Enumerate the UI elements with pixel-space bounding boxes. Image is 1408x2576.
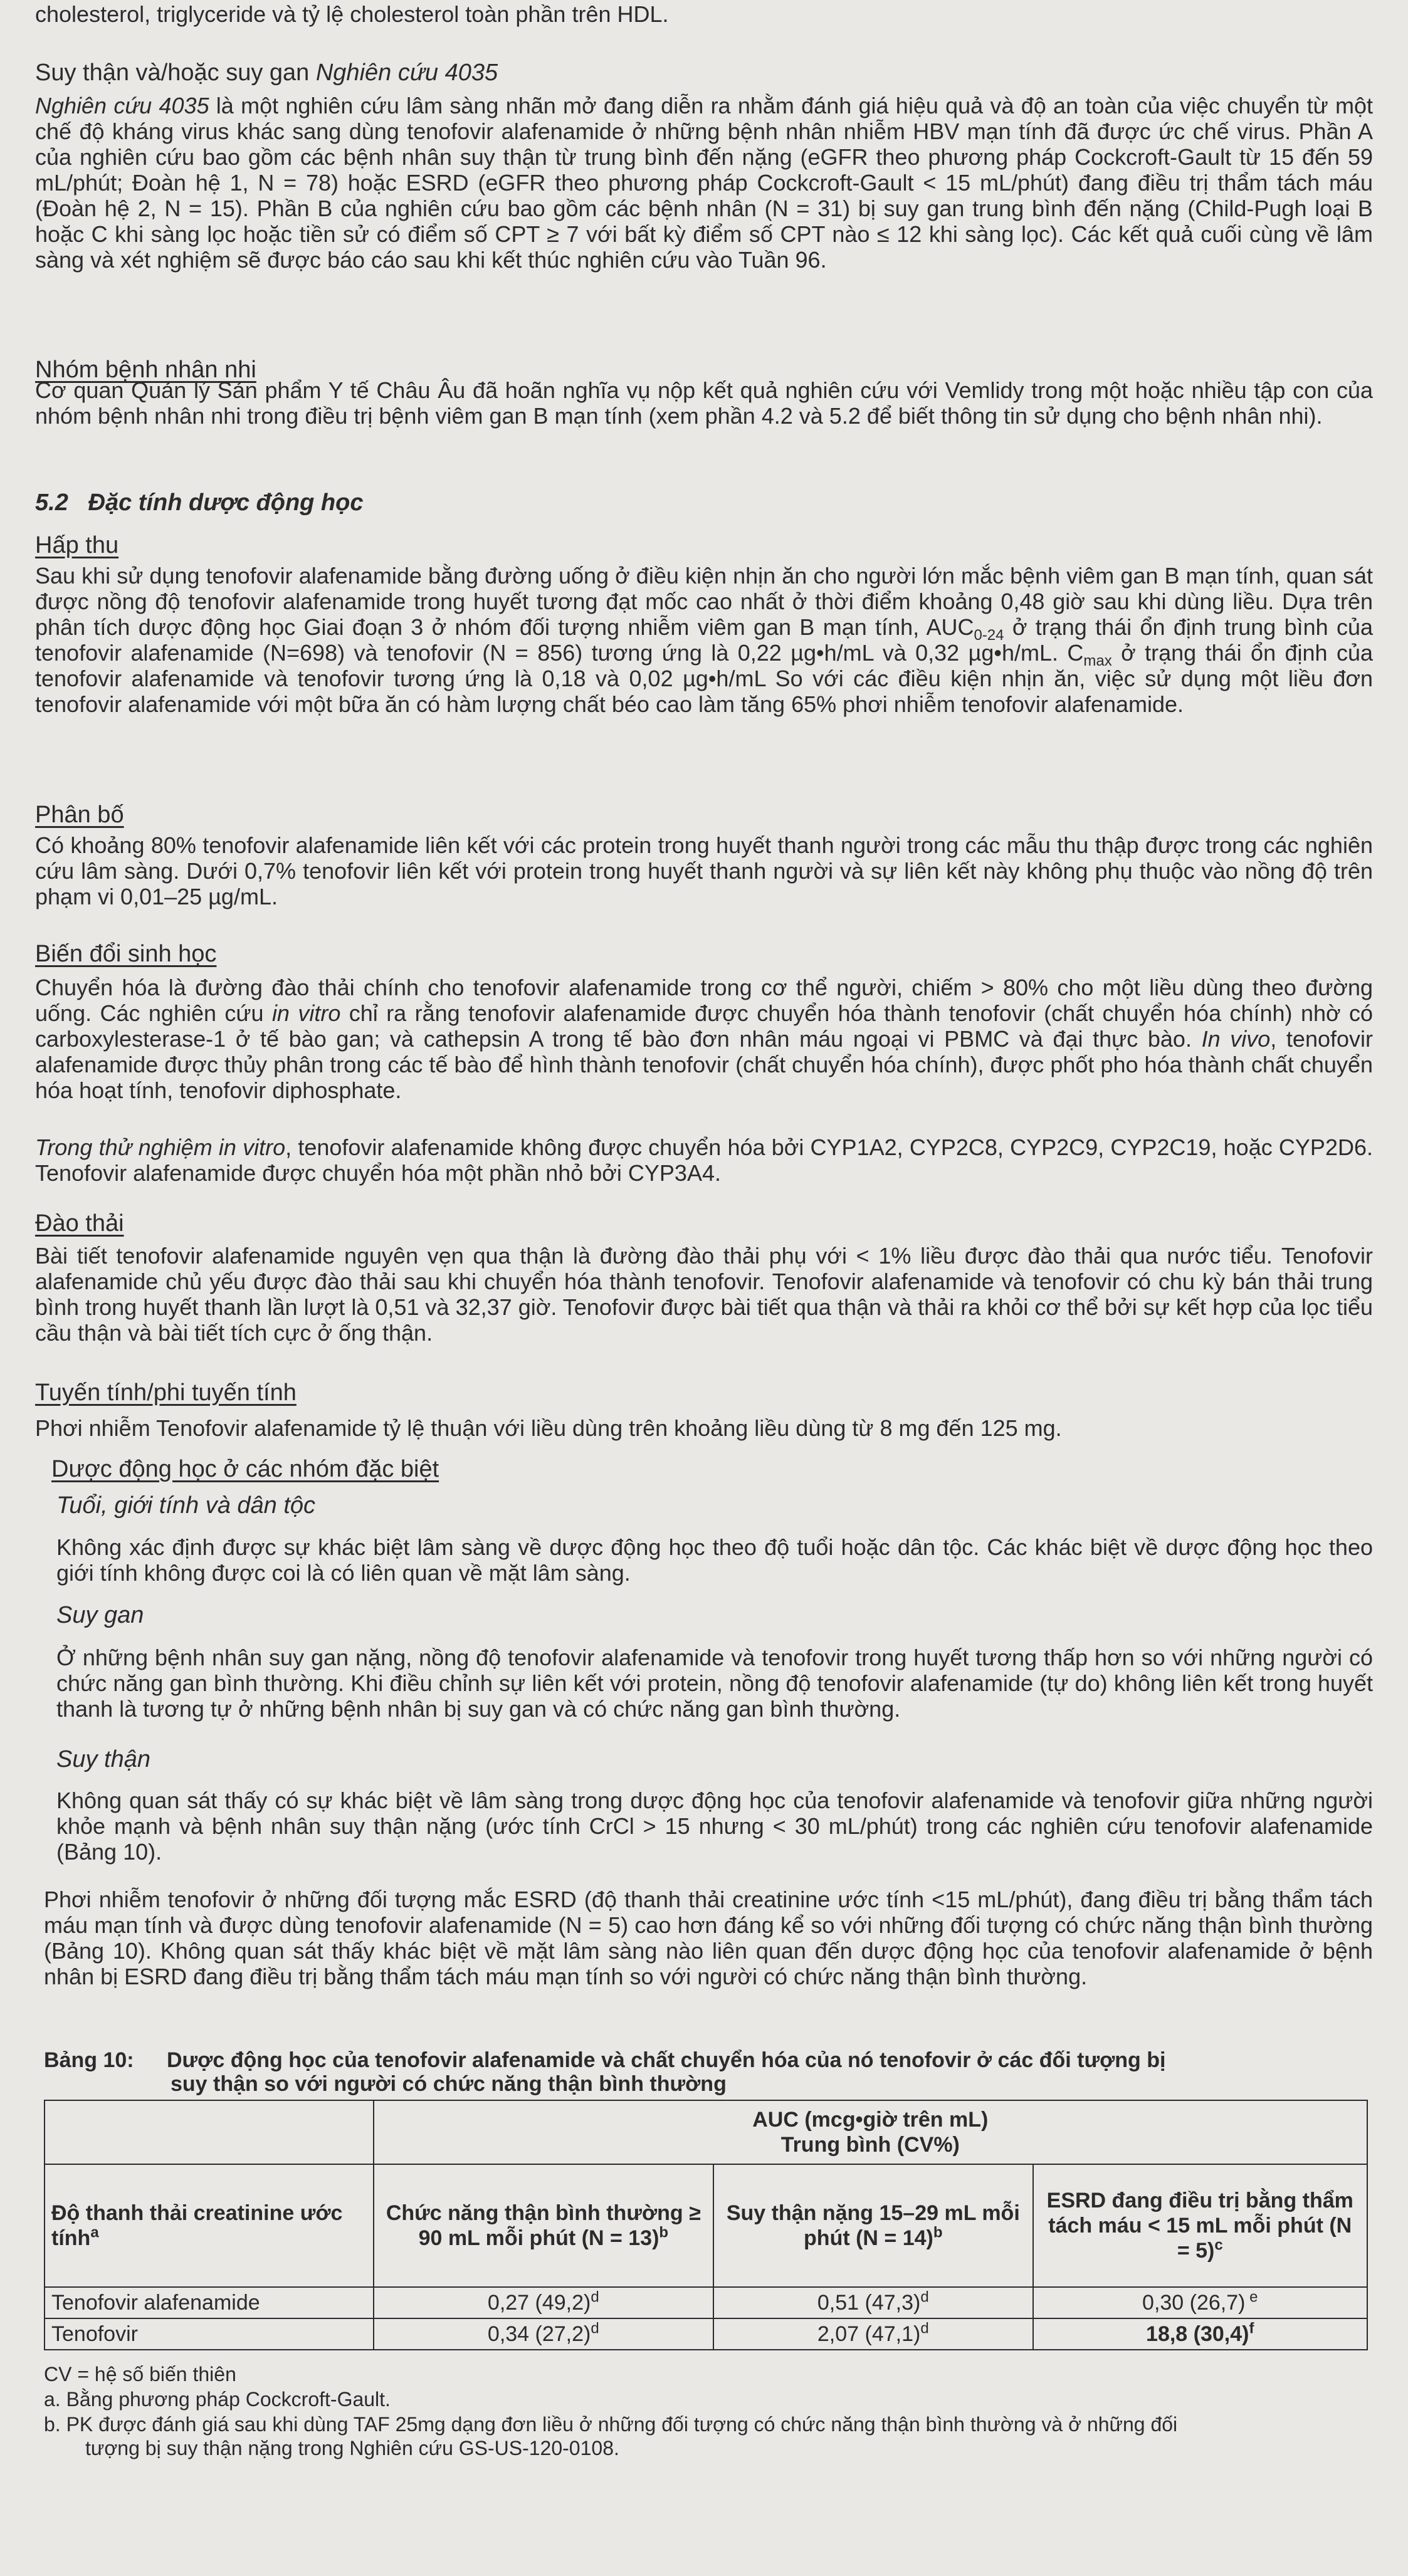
- cell-value: 0,30 (26,7): [1142, 2291, 1246, 2315]
- heading-text: Đào thải: [35, 1210, 124, 1237]
- row-label: Tenofovir alafenamide: [45, 2287, 374, 2318]
- cell-value: 2,07 (47,1): [817, 2322, 921, 2346]
- biotransformation-paragraph-2: [35, 1134, 1373, 1186]
- severe-renal-header-cell: [713, 2164, 1032, 2287]
- renal-paragraph-2: Phơi nhiễm tenofovir ở những đối tượng mắc ESRD (độ thanh thải creatinine ước tính <15 mL/phút), đang điều trị bằng thẩm tách máu mạn tính và được dùng tenofovir alafenamide (N = 5) cao hơn đáng kể so với những đối tượng có chức năng thận bình thường (Bảng 10). Không quan sát thấy khác biệt về mặt lâm sàng nào liên quan đến dược động học của tenofovir alafenamide ở bệnh nhân bị ESRD đang điều trị bằng thẩm tách máu mạn tính so với người có chức năng thận bình thường.: [44, 1887, 1373, 1989]
- cell-value: 0,51 (47,3): [817, 2291, 921, 2315]
- table-cell: [374, 2287, 713, 2318]
- paragraph-text: ở trạng thái ổn định trung bình của tenofovir alafenamide (N=698) và tenofovir (N = 856) tương ứng là 0,22 µg•h/mL và 0,32 µg•h/mL. C: [35, 614, 1373, 666]
- paragraph-text: chỉ ra rằng tenofovir alafenamide được chuyển hóa thành tenofovir (chất chuyển hóa chính) nhờ có carboxylesterase-1 ở tế bào gan; và cathepsin A trong tế bào đơn nhân máu ngoại vi PBMC và đại thực bào.: [35, 1000, 1374, 1052]
- heading-text: Biến đổi sinh học: [35, 941, 217, 967]
- heading-text: Phân bố: [35, 802, 124, 828]
- header-text: Suy thận nặng 15–29 mL mỗi phút (N = 14): [726, 2201, 1020, 2250]
- table-cell: [374, 2318, 713, 2350]
- italic-term: Trong thử nghiệm in vitro: [35, 1134, 286, 1160]
- heading-text: Nhóm bệnh nhân nhi: [35, 357, 256, 383]
- italic-term: in vitro: [271, 1000, 341, 1026]
- table-cell: [1033, 2287, 1367, 2318]
- esrd-header-cell: [1033, 2164, 1367, 2287]
- table-title-line-2: suy thận so với người có chức năng thận bình thường: [171, 2072, 727, 2096]
- renal-hepatic-paragraph: [35, 93, 1373, 273]
- paragraph-text: ở trạng thái ổn định của tenofovir alafenamide và tenofovir tương ứng là 0,18 và 0,02 µg•h/mL So với các điều kiện nhịn ăn, việc sử dụng một liều đơn tenofovir alafenamide với một bữa ăn có hàm lượng chất béo cao làm tăng 65% phơi nhiễm tenofovir alafenamide.: [35, 640, 1373, 717]
- linearity-paragraph: Phơi nhiễm Tenofovir alafenamide tỷ lệ thuận với liều dùng trên khoảng liều dùng từ 8 mg đến 125 mg.: [35, 1415, 1062, 1441]
- special-populations-heading: [51, 1455, 439, 1483]
- section-title: Đặc tính dược động học: [88, 490, 364, 516]
- top-line: cholesterol, triglyceride và tỷ lệ cholesterol toàn phần trên HDL.: [35, 1, 669, 27]
- biotransformation-paragraph-1: [35, 975, 1373, 1103]
- auc-header-line-1: AUC (mcg•giờ trên mL): [752, 2108, 989, 2132]
- paragraph-text: là một nghiên cứu lâm sàng nhãn mở đang diễn ra nhằm đánh giá hiệu quả và độ an toàn của việc chuyển từ một chế độ kháng virus khác sang dùng tenofovir alafenamide ở những bệnh nhân nhiễm HBV mạn tính đã được ức chế virus. Phần A của nghiên cứu bao gồm các bệnh nhân suy thận từ trung bình đến nặng (eGFR theo phương pháp Cockcroft-Gault từ 15 đến 59 mL/phút; Đoàn hệ 1, N = 78) hoặc ESRD (eGFR theo phương pháp Cockcroft-Gault < 15 mL/phút) đang điều trị thẩm tách máu (Đoàn hệ 2, N = 15). Phần B của nghiên cứu bao gồm các bệnh nhân (N = 31) bị suy gan trung bình đến nặng (Child-Pugh loại B hoặc C khi sàng lọc hoặc tiền sử có điểm số CPT ≥ 7 với bất kỳ điểm số CPT nào ≤ 12 khi sàng lọc). Các kết quả cuối cùng về lâm sàng và xét nghiệm sẽ được báo cáo sau khi kết thúc nghiên cứu vào Tuần 96.: [35, 93, 1373, 273]
- section-number: 5.2: [35, 490, 68, 516]
- footnote-marker: b: [933, 2224, 943, 2241]
- header-text: Chức năng thận bình thường ≥ 90 mL mỗi phút (N = 13): [386, 2201, 701, 2250]
- renal-heading: Suy thận: [56, 1746, 150, 1772]
- italic-term: In vivo: [1201, 1026, 1271, 1052]
- study-name: Nghiên cứu 4035: [315, 60, 498, 86]
- auc-subscript: 0-24: [974, 627, 1004, 644]
- table-title-line-1: Dược động học của tenofovir alafenamide và chất chuyển hóa của nó tenofovir ở các đối tượng bị: [167, 2048, 1166, 2072]
- cell-value: 18,8 (30,4): [1146, 2322, 1249, 2346]
- clearance-header-cell: [45, 2164, 374, 2287]
- row-label: Tenofovir: [45, 2318, 374, 2350]
- footnote-marker: d: [591, 2320, 599, 2337]
- cell-value: 0,34 (27,2): [487, 2322, 591, 2346]
- footnote-b-line-1: b. PK được đánh giá sau khi dùng TAF 25mg dạng đơn liều ở những đối tượng có chức năng thận bình thường và ở những đối: [44, 2413, 1178, 2436]
- hepatic-heading: Suy gan: [56, 1602, 144, 1628]
- study-name-inline: Nghiên cứu 4035: [35, 93, 209, 118]
- table-row: [45, 2318, 1367, 2350]
- empty-header-cell: [45, 2100, 374, 2164]
- auc-header-line-2: Trung bình (CV%): [780, 2133, 960, 2157]
- cmax-subscript: max: [1083, 652, 1112, 670]
- table-header-row: [45, 2100, 1367, 2164]
- footnote-cv: CV = hệ số biến thiên: [44, 2363, 236, 2385]
- footnote-marker: d: [591, 2288, 599, 2306]
- footnote-marker: e: [1245, 2288, 1258, 2306]
- paragraph-text: Sau khi sử dụng tenofovir alafenamide bằng đường uống ở điều kiện nhịn ăn cho người lớn mắc bệnh viêm gan B mạn tính, quan sát được nồng độ tenofovir alafenamide trong huyết tương đạt mốc cao nhất ở thời điểm khoảng 0,48 giờ sau khi dùng liều. Dựa trên phân tích dược động học Giai đoạn 3 ở nhóm đối tượng nhiễm viêm gan B mạn tính, AUC: [35, 563, 1373, 640]
- cell-value: 0,27 (49,2): [487, 2291, 591, 2315]
- biotransformation-heading: [35, 940, 216, 968]
- heading-text: Dược động học ở các nhóm đặc biệt: [51, 1456, 439, 1482]
- age-heading: Tuổi, giới tính và dân tộc: [56, 1492, 316, 1519]
- absorption-paragraph: [35, 563, 1373, 717]
- header-text: Độ thanh thải creatinine ước tính: [51, 2201, 343, 2250]
- pk-table: [44, 2100, 1368, 2350]
- header-text: ESRD đang điều trị bằng thẩm tách máu < 15 mL mỗi phút (N = 5): [1046, 2189, 1353, 2263]
- hepatic-paragraph: Ở những bệnh nhân suy gan nặng, nồng độ tenofovir alafenamide và tenofovir trong huyết tương thấp hơn so với những người có chức năng gan bình thường. Khi điều chỉnh sự liên kết với protein, nồng độ tenofovir alafenamide (tự do) không liên kết trong huyết thanh là tương tự ở những bệnh nhân bị suy gan và có chức năng gan bình thường.: [56, 1645, 1373, 1722]
- footnote-marker: d: [920, 2288, 929, 2306]
- paragraph-text: , tenofovir alafenamide không được chuyển hóa bởi CYP1A2, CYP2C8, CYP2C9, CYP2C19, hoặc CYP2D6. Tenofovir alafenamide được chuyển hóa một phần nhỏ bởi CYP3A4.: [35, 1134, 1373, 1186]
- distribution-heading: [35, 801, 124, 829]
- renal-paragraph-1: Không quan sát thấy có sự khác biệt về lâm sàng trong dược động học của tenofovir alafenamide và tenofovir giữa những người khỏe mạnh và bệnh nhân suy thận nặng (ước tính CrCl > 15 nhưng < 30 mL/phút) trong các nghiên cứu tenofovir alafenamide (Bảng 10).: [56, 1788, 1373, 1865]
- linearity-heading: [35, 1379, 297, 1406]
- renal-hepatic-heading: [35, 59, 498, 86]
- table-subheader-row: [45, 2164, 1367, 2287]
- absorption-heading: [35, 531, 118, 559]
- footnote-a: a. Bằng phương pháp Cockcroft-Gault.: [44, 2388, 391, 2411]
- normal-renal-header-cell: [374, 2164, 713, 2287]
- heading-text: Hấp thu: [35, 532, 119, 558]
- footnote-marker: c: [1214, 2236, 1223, 2254]
- table-cell: [713, 2318, 1032, 2350]
- footnote-marker: f: [1249, 2320, 1254, 2337]
- table-title: [44, 2048, 1360, 2096]
- elimination-paragraph: Bài tiết tenofovir alafenamide nguyên vẹn qua thận là đường đào thải phụ với < 1% liều được đào thải qua nước tiểu. Tenofovir alafenamide chủ yếu được đào thải sau khi chuyển hóa thành tenofovir. Tenofovir alafenamide và tenofovir có chu kỳ bán thải trung bình trong huyết thanh lần lượt là 0,51 và 32,37 giờ. Tenofovir được bài tiết qua thận và thải ra khỏi cơ thể bởi sự kết hợp của lọc tiểu cầu thận và bài tiết tích cực ở ống thận.: [35, 1243, 1373, 1346]
- distribution-paragraph: Có khoảng 80% tenofovir alafenamide liên kết với các protein trong huyết thanh người trong các mẫu thu thập được trong các nghiên cứu lâm sàng. Dưới 0,7% tenofovir liên kết với protein trong huyết thanh người và sự liên kết này không phụ thuộc vào nồng độ trên phạm vi 0,01–25 µg/mL.: [35, 832, 1373, 909]
- table-cell: [713, 2287, 1032, 2318]
- table-label: Bảng 10:: [44, 2048, 134, 2072]
- paragraph-text: , tenofovir alafenamide được thủy phân trong các tế bào để hình thành tenofovir (chất chuyển hóa chính), được phốt pho hóa thành chất chuyển hóa hoạt tính, tenofovir diphosphate.: [35, 1026, 1373, 1103]
- elimination-heading: [35, 1210, 124, 1237]
- footnote-marker: b: [659, 2224, 669, 2241]
- section-heading: [35, 489, 363, 516]
- heading-text: Tuyến tính/phi tuyến tính: [35, 1380, 297, 1406]
- pediatric-paragraph: Cơ quan Quản lý Sản phẩm Y tế Châu Âu đã hoãn nghĩa vụ nộp kết quả nghiên cứu với Vemlidy trong một hoặc nhiều tập con của nhóm bệnh nhân nhi trong điều trị bệnh viêm gan B mạn tính (xem phần 4.2 và 5.2 để biết thông tin sử dụng cho bệnh nhân nhi).: [35, 377, 1373, 429]
- table-cell: [1033, 2318, 1367, 2350]
- footnote-marker: d: [920, 2320, 929, 2337]
- table-row: [45, 2287, 1367, 2318]
- footnote-marker: a: [90, 2224, 99, 2241]
- age-paragraph: Không xác định được sự khác biệt lâm sàng về dược động học theo độ tuổi hoặc dân tộc. Các khác biệt về dược động học theo giới tính không được coi là có liên quan về mặt lâm sàng.: [56, 1534, 1373, 1586]
- footnote-b-line-2: tượng bị suy thận nặng trong Nghiên cứu GS-US-120-0108.: [85, 2437, 619, 2459]
- heading-text: Suy thận và/hoặc suy gan: [35, 60, 316, 86]
- paragraph-text: Chuyển hóa là đường đào thải chính cho tenofovir alafenamide trong cơ thể người, chiếm > 80% cho một liều dùng theo đường uống. Các nghiên cứu: [35, 975, 1373, 1026]
- auc-header-cell: [374, 2100, 1367, 2164]
